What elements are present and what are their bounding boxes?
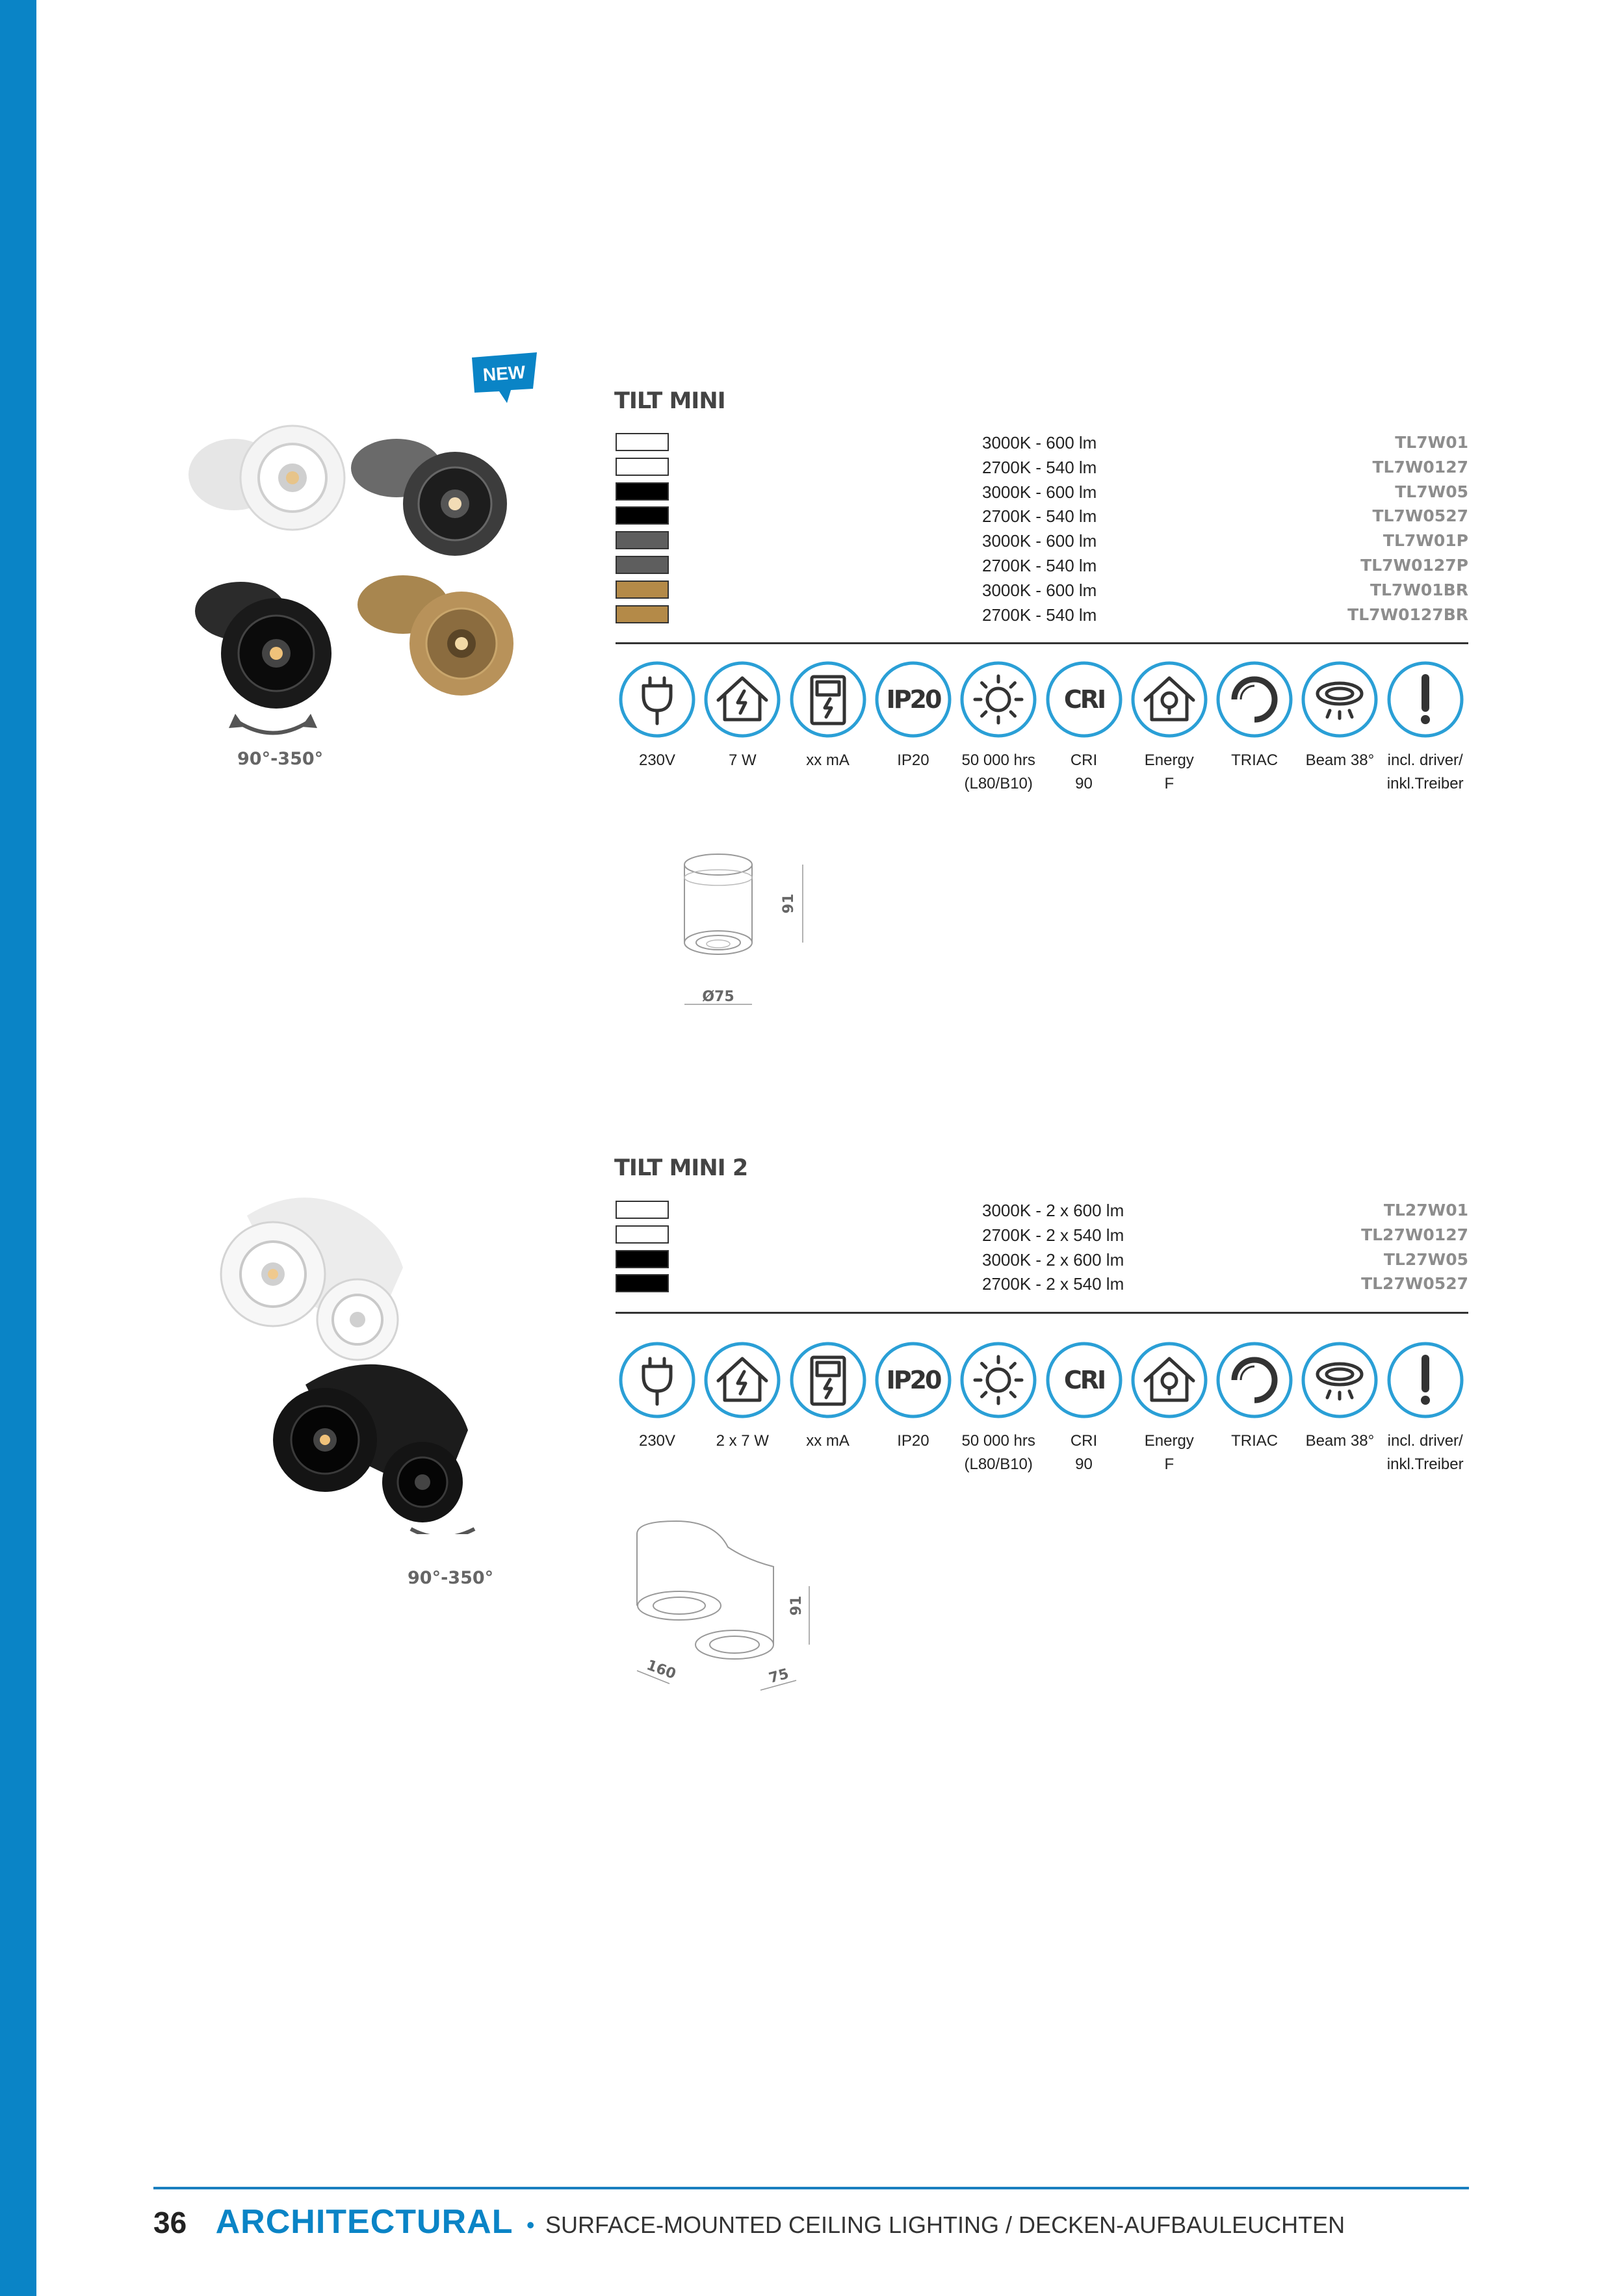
feature-label-line1: Energy: [1144, 1432, 1194, 1450]
white-spot-image: [188, 426, 344, 530]
variant-row: [616, 1223, 1468, 1247]
feature-label-line1: Beam 38°: [1305, 751, 1375, 769]
dimension-height: 91: [781, 893, 797, 914]
ip20-icon: [874, 1340, 953, 1420]
variant-spec: 3000K - 600 lm: [982, 580, 1097, 600]
side-accent-bar: [0, 0, 36, 2296]
variant-row: [616, 1272, 1468, 1296]
feature-label: [612, 749, 703, 772]
feature-label: [953, 1429, 1044, 1476]
cri-icon: [1045, 660, 1124, 739]
new-badge-label: NEW: [482, 361, 526, 385]
feature-label: [783, 1429, 874, 1453]
feature-label-line1: 230V: [638, 1432, 676, 1450]
section-title: ARCHITECTURAL: [215, 2203, 513, 2241]
dimension-drawing: [660, 839, 816, 1014]
variant-code: TL7W0127P: [1360, 555, 1468, 575]
house-power-icon: [703, 660, 782, 739]
feature-label: [1124, 1429, 1215, 1476]
plug-icon: [617, 1340, 697, 1420]
feature-label-line1: xx mA: [806, 1432, 850, 1450]
variant-code: TL27W0127: [1361, 1225, 1468, 1244]
color-swatch: [616, 531, 669, 549]
feature-label-line2: F: [1164, 1455, 1175, 1473]
feature-label-line1: CRI: [1070, 751, 1098, 769]
black-spot-image: [195, 582, 331, 709]
variant-row: [616, 1198, 1468, 1223]
dimension-width: 75: [767, 1665, 791, 1687]
feature-label-line2: 90: [1075, 1455, 1093, 1473]
feature-label-line1: TRIAC: [1231, 1432, 1279, 1450]
feature-label-line1: IP20: [897, 751, 929, 769]
feature-label-line2: 90: [1075, 775, 1093, 792]
feature-label-line2: inkl.Treiber: [1386, 775, 1464, 792]
feature-label: [1209, 749, 1300, 772]
feature-label-line1: incl. driver/: [1387, 1432, 1463, 1450]
variant-code: TL7W0127: [1372, 457, 1468, 476]
ip20-icon: [874, 660, 953, 739]
variant-row: [616, 578, 1468, 603]
dimmer-icon: [1215, 1340, 1294, 1420]
feature-label-line1: 7 W: [728, 751, 757, 769]
variant-spec: 2700K - 2 x 540 lm: [982, 1225, 1124, 1245]
feature-label-line1: incl. driver/: [1387, 751, 1463, 769]
product-title: TILT MINI 2: [614, 1155, 748, 1181]
product-photo-tilt-mini-2: [208, 1190, 507, 1534]
sun-icon: [959, 1340, 1038, 1420]
svg-text:CRI: CRI: [1063, 1366, 1104, 1394]
house-power-icon: [703, 1340, 782, 1420]
variant-row: [616, 553, 1468, 578]
feature-label: [697, 749, 788, 772]
color-swatch: [616, 1250, 669, 1268]
variant-code: TL7W01BR: [1370, 580, 1468, 599]
feature-label-line1: xx mA: [806, 751, 850, 769]
variant-spec: 2700K - 540 lm: [982, 605, 1097, 625]
footer-bullet: •: [526, 2211, 535, 2238]
warning-icon: [1386, 660, 1465, 739]
variant-spec: 2700K - 540 lm: [982, 506, 1097, 527]
variant-row: [616, 430, 1468, 455]
energy-house-icon: [1130, 1340, 1209, 1420]
variant-code: TL7W01: [1395, 433, 1468, 452]
variant-row: [616, 504, 1468, 528]
variant-code: TL7W05: [1395, 482, 1468, 501]
sun-icon: [959, 660, 1038, 739]
feature-label: [953, 749, 1044, 796]
feature-label-line1: CRI: [1070, 1432, 1098, 1450]
rotation-range-label: 90°-350°: [408, 1568, 494, 1588]
variant-spec: 3000K - 2 x 600 lm: [982, 1249, 1124, 1270]
dimension-height: 91: [788, 1595, 805, 1616]
variant-code: TL7W0127BR: [1347, 605, 1468, 624]
feature-label-line1: 50 000 hrs: [961, 751, 1035, 769]
feature-label: [868, 1429, 959, 1453]
feature-label-line2: (L80/B10): [964, 775, 1033, 792]
variant-spec: 3000K - 600 lm: [982, 531, 1097, 551]
color-swatch: [616, 605, 669, 623]
feature-label-line1: Beam 38°: [1305, 1432, 1375, 1450]
feature-label-line1: Energy: [1144, 751, 1194, 769]
beam-icon: [1300, 660, 1379, 739]
feature-label-line2: (L80/B10): [964, 1455, 1033, 1473]
rotation-range-label: 90°-350°: [237, 749, 324, 769]
variant-spec: 3000K - 600 lm: [982, 482, 1097, 502]
feature-label-line1: 230V: [638, 751, 676, 769]
driver-icon: [788, 660, 868, 739]
color-swatch: [616, 581, 669, 599]
variant-row: [616, 480, 1468, 504]
variant-row: [616, 528, 1468, 553]
dimension-diameter: Ø75: [702, 989, 734, 1005]
feature-label-line1: 50 000 hrs: [961, 1432, 1035, 1450]
feature-label-line1: TRIAC: [1231, 751, 1279, 769]
svg-text:IP20: IP20: [886, 1366, 941, 1394]
feature-label-line1: 2 x 7 W: [716, 1432, 769, 1450]
white-double-spot-image: [221, 1197, 403, 1360]
feature-label: [697, 1429, 788, 1453]
color-swatch: [616, 458, 669, 476]
variant-spec: 3000K - 600 lm: [982, 433, 1097, 452]
feature-label: [1124, 749, 1215, 796]
dimmer-icon: [1215, 660, 1294, 739]
cri-icon: [1045, 1340, 1124, 1420]
grey-spot-image: [351, 439, 507, 556]
warning-icon: [1386, 1340, 1465, 1420]
product-photo-tilt-mini: [175, 416, 539, 754]
variant-spec: 2700K - 540 lm: [982, 457, 1097, 477]
color-swatch: [616, 433, 669, 451]
variant-table: [616, 1198, 1468, 1296]
feature-label: [1039, 749, 1130, 796]
energy-house-icon: [1130, 660, 1209, 739]
variant-table: [616, 430, 1468, 627]
color-swatch: [616, 1201, 669, 1219]
feature-label: [1209, 1429, 1300, 1453]
variant-spec: 2700K - 540 lm: [982, 555, 1097, 575]
feature-label: [1294, 1429, 1385, 1453]
bronze-spot-image: [357, 575, 513, 696]
svg-text:IP20: IP20: [886, 685, 941, 714]
variant-code: TL7W01P: [1383, 531, 1468, 551]
product-title: TILT MINI: [614, 388, 725, 414]
color-swatch: [616, 506, 669, 525]
table-divider: [616, 642, 1468, 644]
plug-icon: [617, 660, 697, 739]
svg-text:CRI: CRI: [1063, 685, 1104, 714]
feature-label: [783, 749, 874, 772]
color-swatch: [616, 1274, 669, 1292]
variant-row: [616, 455, 1468, 480]
section-subtitle: SURFACE-MOUNTED CEILING LIGHTING / DECKEN-AUFBAULEUCHTEN: [545, 2211, 1345, 2238]
color-swatch: [616, 556, 669, 574]
dimension-length: 160: [644, 1657, 679, 1683]
feature-label: [1380, 749, 1471, 796]
variant-code: TL27W05: [1383, 1249, 1468, 1269]
variant-row: [616, 1247, 1468, 1272]
page-footer: [153, 2202, 1345, 2241]
variant-row: [616, 603, 1468, 627]
beam-icon: [1300, 1340, 1379, 1420]
feature-label: [868, 749, 959, 772]
color-swatch: [616, 482, 669, 501]
black-double-spot-image: [273, 1364, 468, 1522]
variant-spec: 3000K - 2 x 600 lm: [982, 1201, 1124, 1220]
variant-code: TL27W01: [1383, 1201, 1468, 1220]
footer-divider: [153, 2187, 1469, 2189]
color-swatch: [616, 1225, 669, 1244]
new-badge: [469, 352, 541, 404]
feature-label: [1039, 1429, 1130, 1476]
feature-label-line2: F: [1164, 775, 1175, 792]
variant-code: TL7W0527: [1372, 506, 1468, 526]
driver-icon: [788, 1340, 868, 1420]
page-number: 36: [153, 2206, 187, 2239]
feature-label: [1294, 749, 1385, 772]
table-divider: [616, 1312, 1468, 1314]
dimension-drawing: [624, 1508, 819, 1703]
variant-code: TL27W0527: [1361, 1274, 1468, 1294]
feature-label-line1: IP20: [897, 1432, 929, 1450]
feature-label: [1380, 1429, 1471, 1476]
variant-spec: 2700K - 2 x 540 lm: [982, 1274, 1124, 1294]
feature-label: [612, 1429, 703, 1453]
feature-label-line2: inkl.Treiber: [1386, 1455, 1464, 1473]
